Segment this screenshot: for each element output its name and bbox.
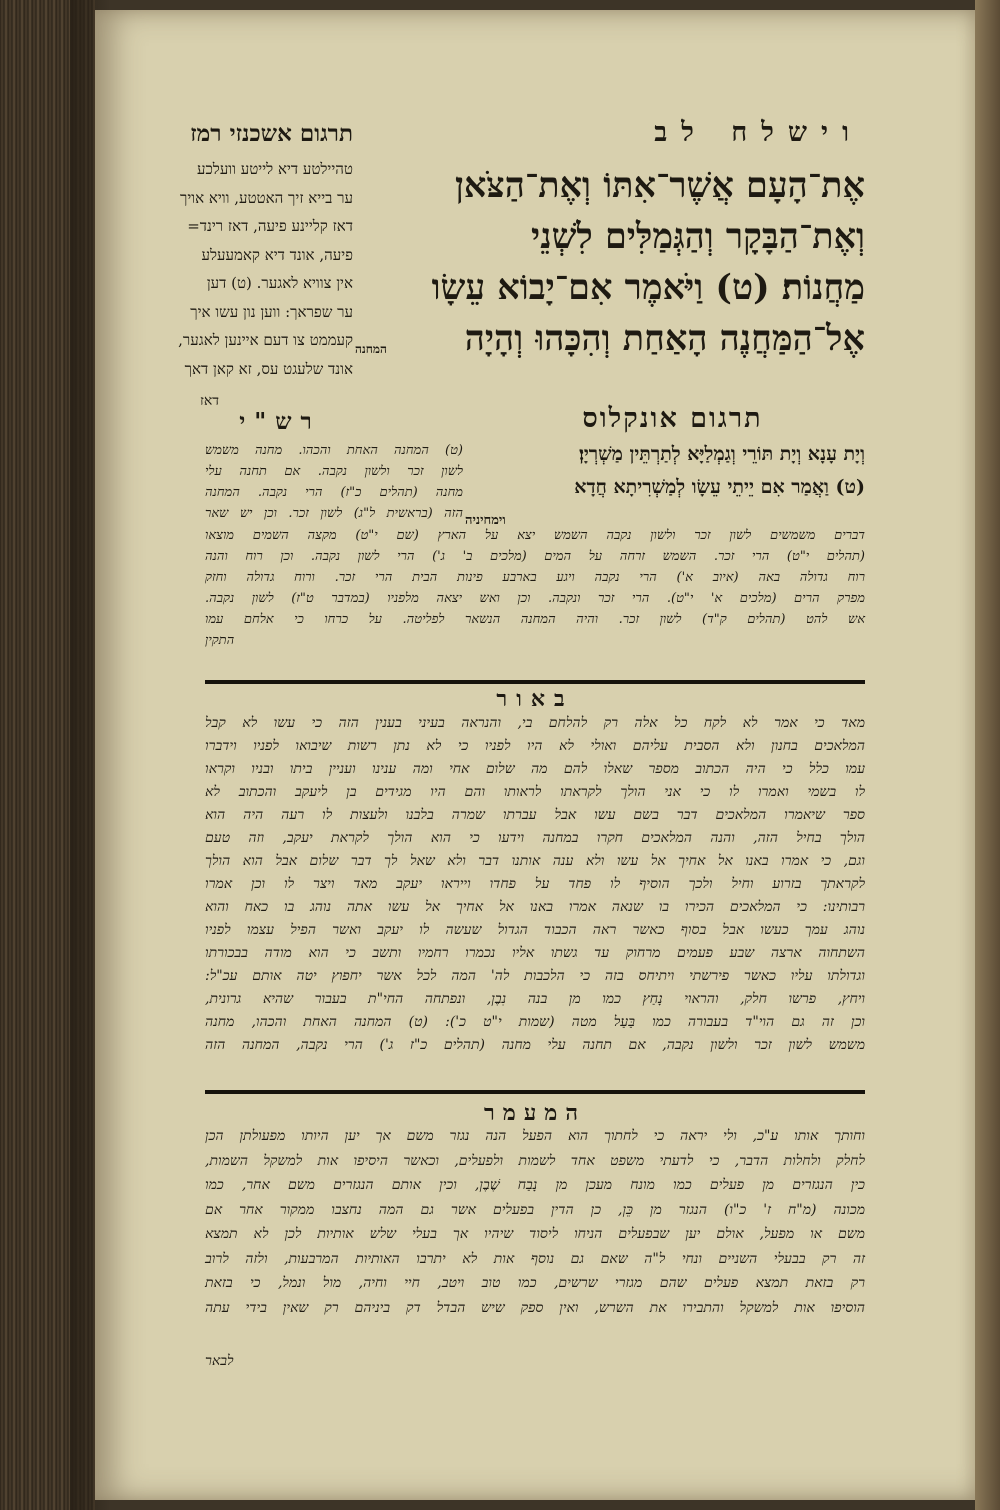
targum-ashkenazi-line: דאז קליינע פיעה, דאז רינד= xyxy=(187,217,353,235)
measef-line: רק בזאת תמצא פעלים שהם מגזרי שרשים, כמו טוב ויטב, חיי וחיה, מול ונמל, כי בזאת xyxy=(205,1275,865,1291)
beur-line: ספר שיאמרו המלאכים דבר בשם עשו אבל עברתו שמרה בלבנו ולעצות לו רעה היה הוא xyxy=(205,807,865,823)
onkelos-text xyxy=(465,438,865,504)
beur-line: השתחוה ארצה שבע פעמים מרחוק עד גשתו אליו נכמרו רחמיו ותשב כי הוא מודה בבכורתו xyxy=(205,945,865,961)
rashi-line: דברים משמשים לשון זכר ולשון נקבה השמש יצא על הארץ (שם י"ט) מקצה השמים מוצאו xyxy=(205,528,865,543)
beur-line: רבותינו: כי המלאכים הכירו בו שנאה אמרו באנו אל אחיך אל עשו אתה נוהג בו כאח והוא xyxy=(205,899,865,915)
beur-line: עמו כלל כי היה הכתוב מספר שאלו להם מה שלום אחי ומה ענינו ועניין ביתו ובניו וקראו xyxy=(205,761,865,777)
targum-ashkenazi-catchword: דאז xyxy=(200,393,220,409)
measef-line: מכונה (מ"ח ז' כ"ו) הנגזר מן כֵּן, כן הדין בפעלים אשר גם המה נחצבו ממקור אחר אם xyxy=(205,1201,865,1218)
beur-line: המלאכים בחנון ולא הסבית עליהם ואולי לא היו לפניו כי לא נתן רשות שיבואו לפניו וידברו xyxy=(205,738,865,754)
measef-line: לחלק ולחלות הדבר, כי לדעתי משפט אחד לשמות ולפעלים, וכאשר היסיפו אות למשקל השמות, xyxy=(205,1152,865,1169)
beur-line: וכן זה גם הוי"ד בעבורה כמו בַּעַל מטה (שמות י"ט כ'): (ט) המחנה האחת והכהו, מחנה xyxy=(205,1014,865,1030)
targum-ashkenazi-line: אונד שלעגט עס, זא קאן דאך xyxy=(184,359,353,378)
torah-text-block xyxy=(355,160,865,364)
targum-ashkenazi-title: תרגום אשכנזי רמז xyxy=(190,120,353,147)
rashi-text-bottom xyxy=(205,525,865,651)
measef-line: הוסיפו אות למשקל והתבירו את השרש, ואין ספק שיש הבדל דק ביניהם רק שאין בידי עתה xyxy=(205,1299,865,1316)
rashi-line: מחנה (תהלים כ"ז) הרי נקבה. המחנה xyxy=(205,485,463,500)
rashi-line: הזה (בראשית ל"ג) לשון זכר. וכן יש שאר xyxy=(205,506,463,521)
measef-text xyxy=(205,1124,865,1320)
beur-title: באור xyxy=(496,686,574,712)
torah-line: אֶת־הָעָם אֲשֶׁר־אִתּוֹ וְאֶת־הַצֹּאן xyxy=(454,165,865,206)
beur-text xyxy=(205,712,865,1057)
rashi-title: רש"י xyxy=(239,408,321,435)
torah-catchword: המחנה xyxy=(355,342,387,356)
section-divider xyxy=(205,680,865,684)
section-divider xyxy=(205,1090,865,1094)
rashi-text-top xyxy=(205,440,463,524)
rashi-line: לשון זכר ולשון נקבה. אם תחנה עלי xyxy=(205,464,463,479)
measef-line: כין הנגזרים מן פעלים כמו מונח מעכן מן נָבַח שֶׁבֶן, וכין אותם הנגזרים משם אחר, כמו xyxy=(205,1177,865,1193)
beur-line: ויחץ, פרשו חלק, והראוי נָחַץ כמו מן בנה נִבֶן, ונפתחה החי"ת בעבור שהיא גרונית, xyxy=(205,991,865,1007)
measef-line: זה רק בבעלי השניים ונחי ל"ה שאם גם נוסף אות לא יתרבו האותיות המרבעות, ולזה לרוב xyxy=(205,1250,865,1267)
torah-line: אֶל־הַמַּחֲנֶה הָאַחַת וְהִכָּהוּ וְהָיָה xyxy=(464,318,865,359)
rashi-line: אש להט (תהלים ק"ד) לשון זכר. והיה המחנה הנשאר לפליטה. על כרחו כי אלחם עמו xyxy=(205,612,865,627)
targum-ashkenazi-line: פיעה, אונד דיא קאמעעלע xyxy=(201,245,353,264)
rashi-line: רוח גדולה באה (איוב א') הרי נקבה ויגע בארבע פינות הבית הרי זכר. ורוח גדולה וחזק xyxy=(205,570,865,585)
beur-line: וגדולתו עליו כאשר פירשתי ויתיחס בזה כי הלכבות לה' המה לכל אשר יחפוץ יטה אותם עכ"ל: xyxy=(205,968,865,984)
beur-line: נוהג עמך כעשו אבל בסוף כאשר ראה הכבוד הגדול שעשה לו יעקב ואשר הפיל עצמו לפניו xyxy=(205,922,865,938)
onkelos-line: וְיָת עָנָא וְיָת תּוֹרֵי וְגַמְלַיָּא לְתַרְתֵּין מַשְׁרְיָן׃ xyxy=(578,443,865,465)
beur-line: וגם, כי אמרו באנו אל אחיך אל עשו ולא ענה אותנו דבר ולא שאל לך דבר שלום אבל הוא הולך xyxy=(205,853,865,869)
targum-ashkenazi-line: קעממט צו דעם איינען לאגער, xyxy=(178,331,353,349)
measef-line: משם או מפעל, אולם יען שבפעלים הניחו ליסוד שיהיו אך בעלי שלש אותיות לכן לא תמצא xyxy=(205,1226,865,1242)
targum-ashkenazi-text xyxy=(97,155,353,383)
torah-line: וְאֶת־הַבָּקָר וְהַגְּמַלִּים לִשְׁנֵי xyxy=(531,216,865,257)
torah-line: מַחֲנוֹת׃ (ט) וַיֹּאמֶר אִם־יָבוֹא עֵשָׂו xyxy=(431,267,865,308)
beur-line: מאד כי אמר לא לקח כל אלה רק להלחם בי, והנראה בעיני בענין הזה כי עשו לא קבל xyxy=(205,715,865,731)
measef-catchword: לבאר xyxy=(205,1353,234,1369)
targum-ashkenazi-line: אין צוויא לאגער. (ט) דען xyxy=(206,274,353,292)
onkelos-catchword: וימחיניה xyxy=(465,513,506,528)
targum-ashkenazi-line: טהיילטע דיא לייטע וועלכע xyxy=(196,160,353,178)
page-edge xyxy=(975,0,1000,1510)
measef-line: וחותך אותו ע"כ, ולי יראה כי לחתוך הוא הפעל הנה נגזר משם אך יען היותו מפעולתן הכן xyxy=(205,1128,865,1144)
rashi-line: (ט) המחנה האחת והכהו. מחנה משמש xyxy=(205,443,463,458)
rashi-catchword: התקין xyxy=(205,633,235,648)
beur-line: לו בשמי ואמרו לו כי אני הולך לקראתו לראותו והם היו מגידים בן ליעקב והכתוב לא xyxy=(205,784,865,800)
beur-line: משמש לשון זכר ולשון נקבה, אם תחנה עלי מחנה (תהלים כ"ז ג') הרי נקבה, המחנה הזה xyxy=(205,1037,865,1053)
rashi-line: מפרק הרים (מלכים א' י"ט). הרי זכר ונקבה. וכן ואש יצאה מלפניו (במדבר ט"ז) לשון נקבה. xyxy=(205,591,865,606)
rashi-line: (תהלים י"ט) הרי זכר. השמש זרחה על המים (מלכים ב' ג') הרי לשון נקבה. וכן רוח והנה xyxy=(205,549,865,564)
targum-ashkenazi-line: ער שפראך: ווען נון עשו איך xyxy=(190,302,353,321)
beur-line: לקראתך בזרוע וחיל ולכך הוסיף לו פחד על פחדו וייראו יעקב מאד ויצר לו וכן אמרו xyxy=(205,876,866,892)
measef-title: המעמר xyxy=(484,1100,586,1126)
beur-line: הולך בחיל הזה, והנה המלאכים חקרו במחנה וידעו כי הוא הולך לקראת יעקב, וזה טעם xyxy=(205,830,865,846)
page-header-title: וישלח לב xyxy=(654,117,863,148)
targum-ashkenazi-line: ער בייא זיך האטטע, וויא אויך xyxy=(179,188,353,207)
onkelos-line: (ט) וַאֲמַר אִם יֵיתֵי עֵשָׂו לְמַשְׁרִיתָא חֲדָא xyxy=(574,476,865,498)
onkelos-title: תרגום אונקלוס xyxy=(582,403,763,434)
